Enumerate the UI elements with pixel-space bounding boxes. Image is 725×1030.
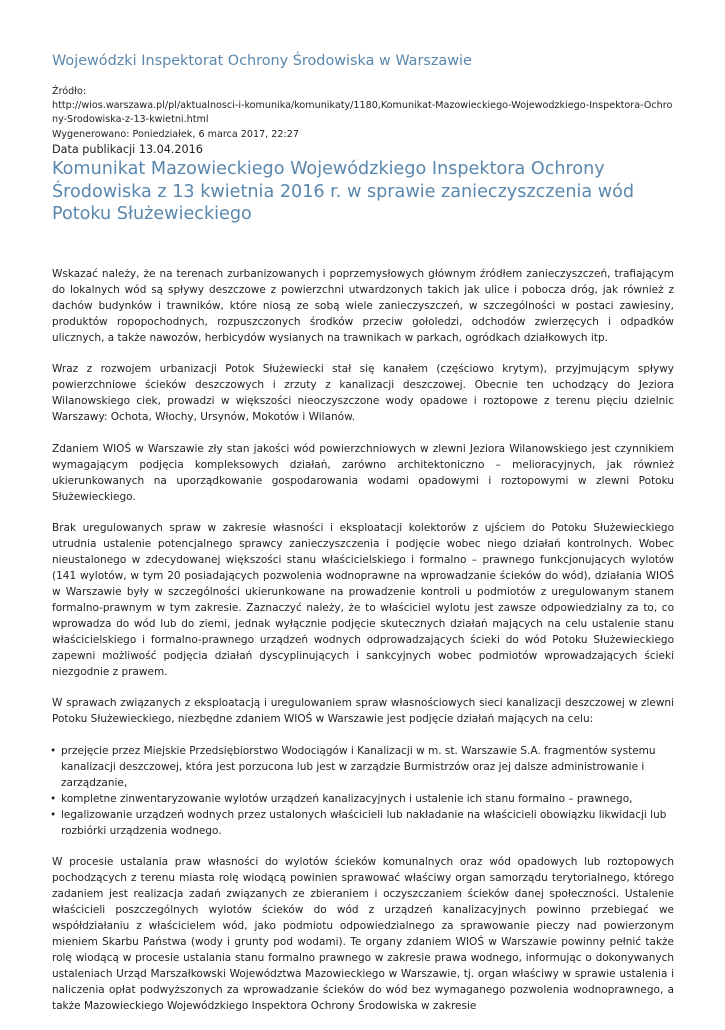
paragraph: W sprawach związanych z eksploatacją i uregulowaniem spraw własnościowych sieci kanalizacji deszczowej w zlewni Potoku Służewieckiego, niezbędne zdaniem WIOŚ w Warszawie jest podjęcie działań mających na celu: <box>52 697 674 726</box>
list-item-text: legalizowanie urządzeń wodnych przez ustalonych właścicieli lub nakładanie na właścicieli obowiązku likwidacji lub rozbiórki urządzenia wodnego. <box>61 808 667 837</box>
list-item <box>52 792 674 808</box>
paragraph: Wraz z rozwojem urbanizacji Potok Służewiecki stał się kanałem (częściowo krytym), przyjmującym spływy powierzchniowe ścieków deszczowych i zrzuty z kanalizacji deszczowej. Obecnie ten uchodzący do Jeziora Wilanowskiego ciek, prowadzi w większości nieoczyszczone wody opadowe i roztopowe z terenu pięciu dzielnic Warszawy: Ochota, Włochy, Ursynów, Mokotów i Wilanów. <box>52 363 674 424</box>
paragraph: W procesie ustalania praw własności do wylotów ścieków komunalnych oraz wód opadowych lub roztopowych pochodzących z terenu miasta rolę wiodącą powinien sprawować właściwy organ samorządu terytorialnego, którego zadaniem jest realizacja zadań związanych ze zbieraniem i oczyszczaniem ścieków danej społeczności. Ustalenie właścicieli poszczególnych wylotów ścieków do wód z urządzeń kanalizacyjnych powinno przebiegać we współdziałaniu z właścicielem wód, jako podmiotu odpowiedzialnego za sprawowanie pieczy nad powierzonym mieniem Skarbu Państwa (wody i grunty pod wodami). Te organy zdaniem WIOŚ w Warszawie powinny pełnić także rolę wiodącą w procesie ustalania stanu formalno prawnego w zakresie prawa wodnego, informując o dokonywanych ustaleniach Urząd Marszałkowski Województwa Mazowieckiego w Warszawie, tj. organ właściwy w sprawie ustalenia i naliczenia opłat podwyższonych za wprowadzanie ścieków do wód bez wymaganego pozwolenia wodnoprawnego, a także Mazowieckiego Wojewódzkiego Inspektora Ochrony Środowiska w zakresie <box>52 856 674 1012</box>
bullet-icon: • <box>50 745 57 758</box>
organization-name: Wojewódzki Inspektorat Ochrony Środowiska w Warszawie <box>52 53 472 69</box>
bullet-icon: • <box>50 808 57 821</box>
source-label: Źródło: <box>52 86 87 97</box>
publication-date: Data publikacji 13.04.2016 <box>52 143 203 156</box>
article-body <box>52 267 674 1030</box>
list-item-text: przejęcie przez Miejskie Przedsiębiorstwo Wodociągów i Kanalizacji w m. st. Warszawie S.A. fragmentów systemu kanalizacji deszczowej, która jest porzucona lub jest w zarządzie Burmistrzów oraz jej dalsze administrowanie i zarządzanie, <box>61 745 656 789</box>
bullet-icon: • <box>50 792 57 805</box>
paragraph: Brak uregulowanych spraw w zakresie własności i eksploatacji kolektorów z ujściem do Potoku Służewieckiego utrudnia ustalenie potencjalnego sprawcy zanieczyszczenia i podjęcie wobec niego działań kontrolnych. Wobec nieustalonego w zdecydowanej większości stanu właścicielskiego i formalno – prawnego funkcjonujących wylotów (141 wylotów, w tym 20 posiadających pozwolenia wodnoprawne na wprowadzanie ścieków do wód), działania WIOŚ w Warszawie były w szczególności ukierunkowane na prowadzenie kontroli u podmiotów z uregulowanym stanem formalno-prawnym w tym zakresie. Zaznaczyć należy, że to właściciel wylotu jest zawsze odpowiedzialny za to, co wprowadza do wód lub do ziemi, jednak wyłącznie podjęcie skutecznych działań mających na celu ustalenie stanu właścicielskiego i formalno-prawnego urządzeń wodnych odprowadzających ścieki do wód Potoku Służewieckiego zapewni możliwość podjęcia działań dyscyplinujących i sankcyjnych wobec podmiotów wprowadzających ścieki niezgodnie z prawem. <box>52 522 674 678</box>
document-meta <box>52 85 674 142</box>
action-list <box>52 744 674 839</box>
list-item-text: kompletne zinwentaryzowanie wylotów urządzeń kanalizacyjnych i ustalenie ich stanu formalno – prawnego, <box>61 792 633 805</box>
list-item <box>52 808 674 840</box>
paragraph: Wskazać należy, że na terenach zurbanizowanych i poprzemysłowych głównym źródłem zanieczyszczeń, trafiającym do lokalnych wód są spływy deszczowe z powierzchni utwardzonych takich jak ulice i pobocza dróg, jak również z dachów budynków i trawników, które niosą ze sobą wiele zanieczyszczeń, w szczególności w postaci zawiesiny, produktów ropopochodnych, rozpuszczonych środków przeciw gołoledzi, odchodów zwierzęcych i odpadków ulicznych, a także nawozów, herbicydów wysianych na trawnikach w parkach, ogródkach działkowych itp. <box>52 268 674 344</box>
paragraph: Zdaniem WIOŚ w Warszawie zły stan jakości wód powierzchniowych w zlewni Jeziora Wilanowskiego jest czynnikiem wymagającym podjęcia kompleksowych działań, zarówno architektoniczno – melioracyjnych, jak również ukierunkowanych na uporządkowanie gospodarowania wodami opadowymi i roztopowymi w zlewni Potoku Służewieckiego. <box>52 442 674 503</box>
source-url[interactable]: http://wios.warszawa.pl/pl/aktualnosci-i-komunika/komunikaty/1180,Komunikat-Mazowieckiego-Wojewodzkiego-Inspektora-Ochrony-Srodowiska-z-13-kwietni.html <box>52 100 673 126</box>
article-title: Komunikat Mazowieckiego Wojewódzkiego Inspektora Ochrony Środowiska z 13 kwietnia 2016 r. w sprawie zanieczyszczenia wód Potoku Służewieckiego <box>52 159 635 225</box>
list-item <box>52 744 674 792</box>
generated-date: Wygenerowano: Poniedziałek, 6 marca 2017, 22:27 <box>52 128 299 140</box>
